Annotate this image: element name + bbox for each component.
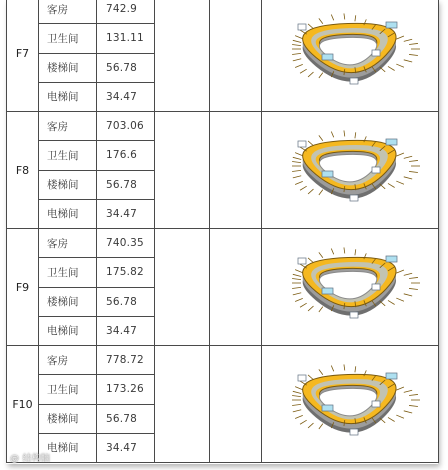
empty-cell-a bbox=[155, 0, 210, 112]
room-type-cell: 楼梯间 bbox=[39, 404, 97, 433]
floor-label: F7 bbox=[7, 0, 39, 112]
table-body bbox=[7, 0, 439, 463]
area-table-sheet bbox=[6, 0, 438, 464]
area-value-cell: 34.47 bbox=[97, 82, 155, 111]
floor-plan-3d-image bbox=[262, 0, 439, 111]
room-type-cell: 客房 bbox=[39, 229, 97, 258]
area-value-cell: 34.47 bbox=[97, 316, 155, 345]
empty-cell-a bbox=[155, 229, 210, 346]
floor-plan-cell bbox=[262, 229, 439, 346]
empty-cell-a bbox=[155, 346, 210, 463]
area-value-cell: 176.6 bbox=[97, 141, 155, 170]
empty-cell-b bbox=[210, 346, 262, 463]
empty-cell-b bbox=[210, 229, 262, 346]
room-type-cell: 卫生间 bbox=[39, 258, 97, 287]
area-value-cell: 56.78 bbox=[97, 287, 155, 316]
floor-plan-3d-image bbox=[262, 229, 439, 345]
area-value-cell: 703.06 bbox=[97, 112, 155, 141]
room-type-cell: 电梯间 bbox=[39, 316, 97, 345]
area-value-cell: 740.35 bbox=[97, 229, 155, 258]
area-value-cell: 173.26 bbox=[97, 375, 155, 404]
watermark: @ 结构脑 bbox=[10, 454, 51, 464]
area-value-cell: 742.9 bbox=[97, 0, 155, 24]
floor-plan-3d-image bbox=[262, 112, 439, 228]
area-value-cell: 131.11 bbox=[97, 24, 155, 53]
floor-plan-cell bbox=[262, 112, 439, 229]
area-value-cell: 34.47 bbox=[97, 199, 155, 228]
empty-cell-b bbox=[210, 112, 262, 229]
room-type-cell: 楼梯间 bbox=[39, 170, 97, 199]
table-row bbox=[7, 112, 439, 141]
room-type-cell: 楼梯间 bbox=[39, 287, 97, 316]
empty-cell-a bbox=[155, 112, 210, 229]
room-type-cell: 楼梯间 bbox=[39, 53, 97, 82]
area-value-cell: 34.47 bbox=[97, 433, 155, 462]
room-type-cell: 客房 bbox=[39, 0, 97, 24]
area-value-cell: 778.72 bbox=[97, 346, 155, 375]
floor-plan-cell bbox=[262, 0, 439, 112]
floor-label: F8 bbox=[7, 112, 39, 229]
floor-label: F9 bbox=[7, 229, 39, 346]
area-value-cell: 56.78 bbox=[97, 170, 155, 199]
table-row bbox=[7, 346, 439, 375]
room-type-cell: 电梯间 bbox=[39, 199, 97, 228]
area-value-cell: 56.78 bbox=[97, 53, 155, 82]
room-type-cell: 卫生间 bbox=[39, 141, 97, 170]
floor-label: F10 bbox=[7, 346, 39, 463]
area-value-cell: 56.78 bbox=[97, 404, 155, 433]
area-value-cell: 175.82 bbox=[97, 258, 155, 287]
room-type-cell: 电梯间 bbox=[39, 433, 97, 462]
table-row bbox=[7, 0, 439, 24]
room-type-cell: 客房 bbox=[39, 112, 97, 141]
room-type-cell: 卫生间 bbox=[39, 375, 97, 404]
empty-cell-b bbox=[210, 0, 262, 112]
room-type-cell: 客房 bbox=[39, 346, 97, 375]
floor-area-table bbox=[6, 0, 439, 463]
floor-plan-cell bbox=[262, 346, 439, 463]
room-type-cell: 卫生间 bbox=[39, 24, 97, 53]
floor-plan-3d-image bbox=[262, 346, 439, 462]
table-row bbox=[7, 229, 439, 258]
room-type-cell: 电梯间 bbox=[39, 82, 97, 111]
